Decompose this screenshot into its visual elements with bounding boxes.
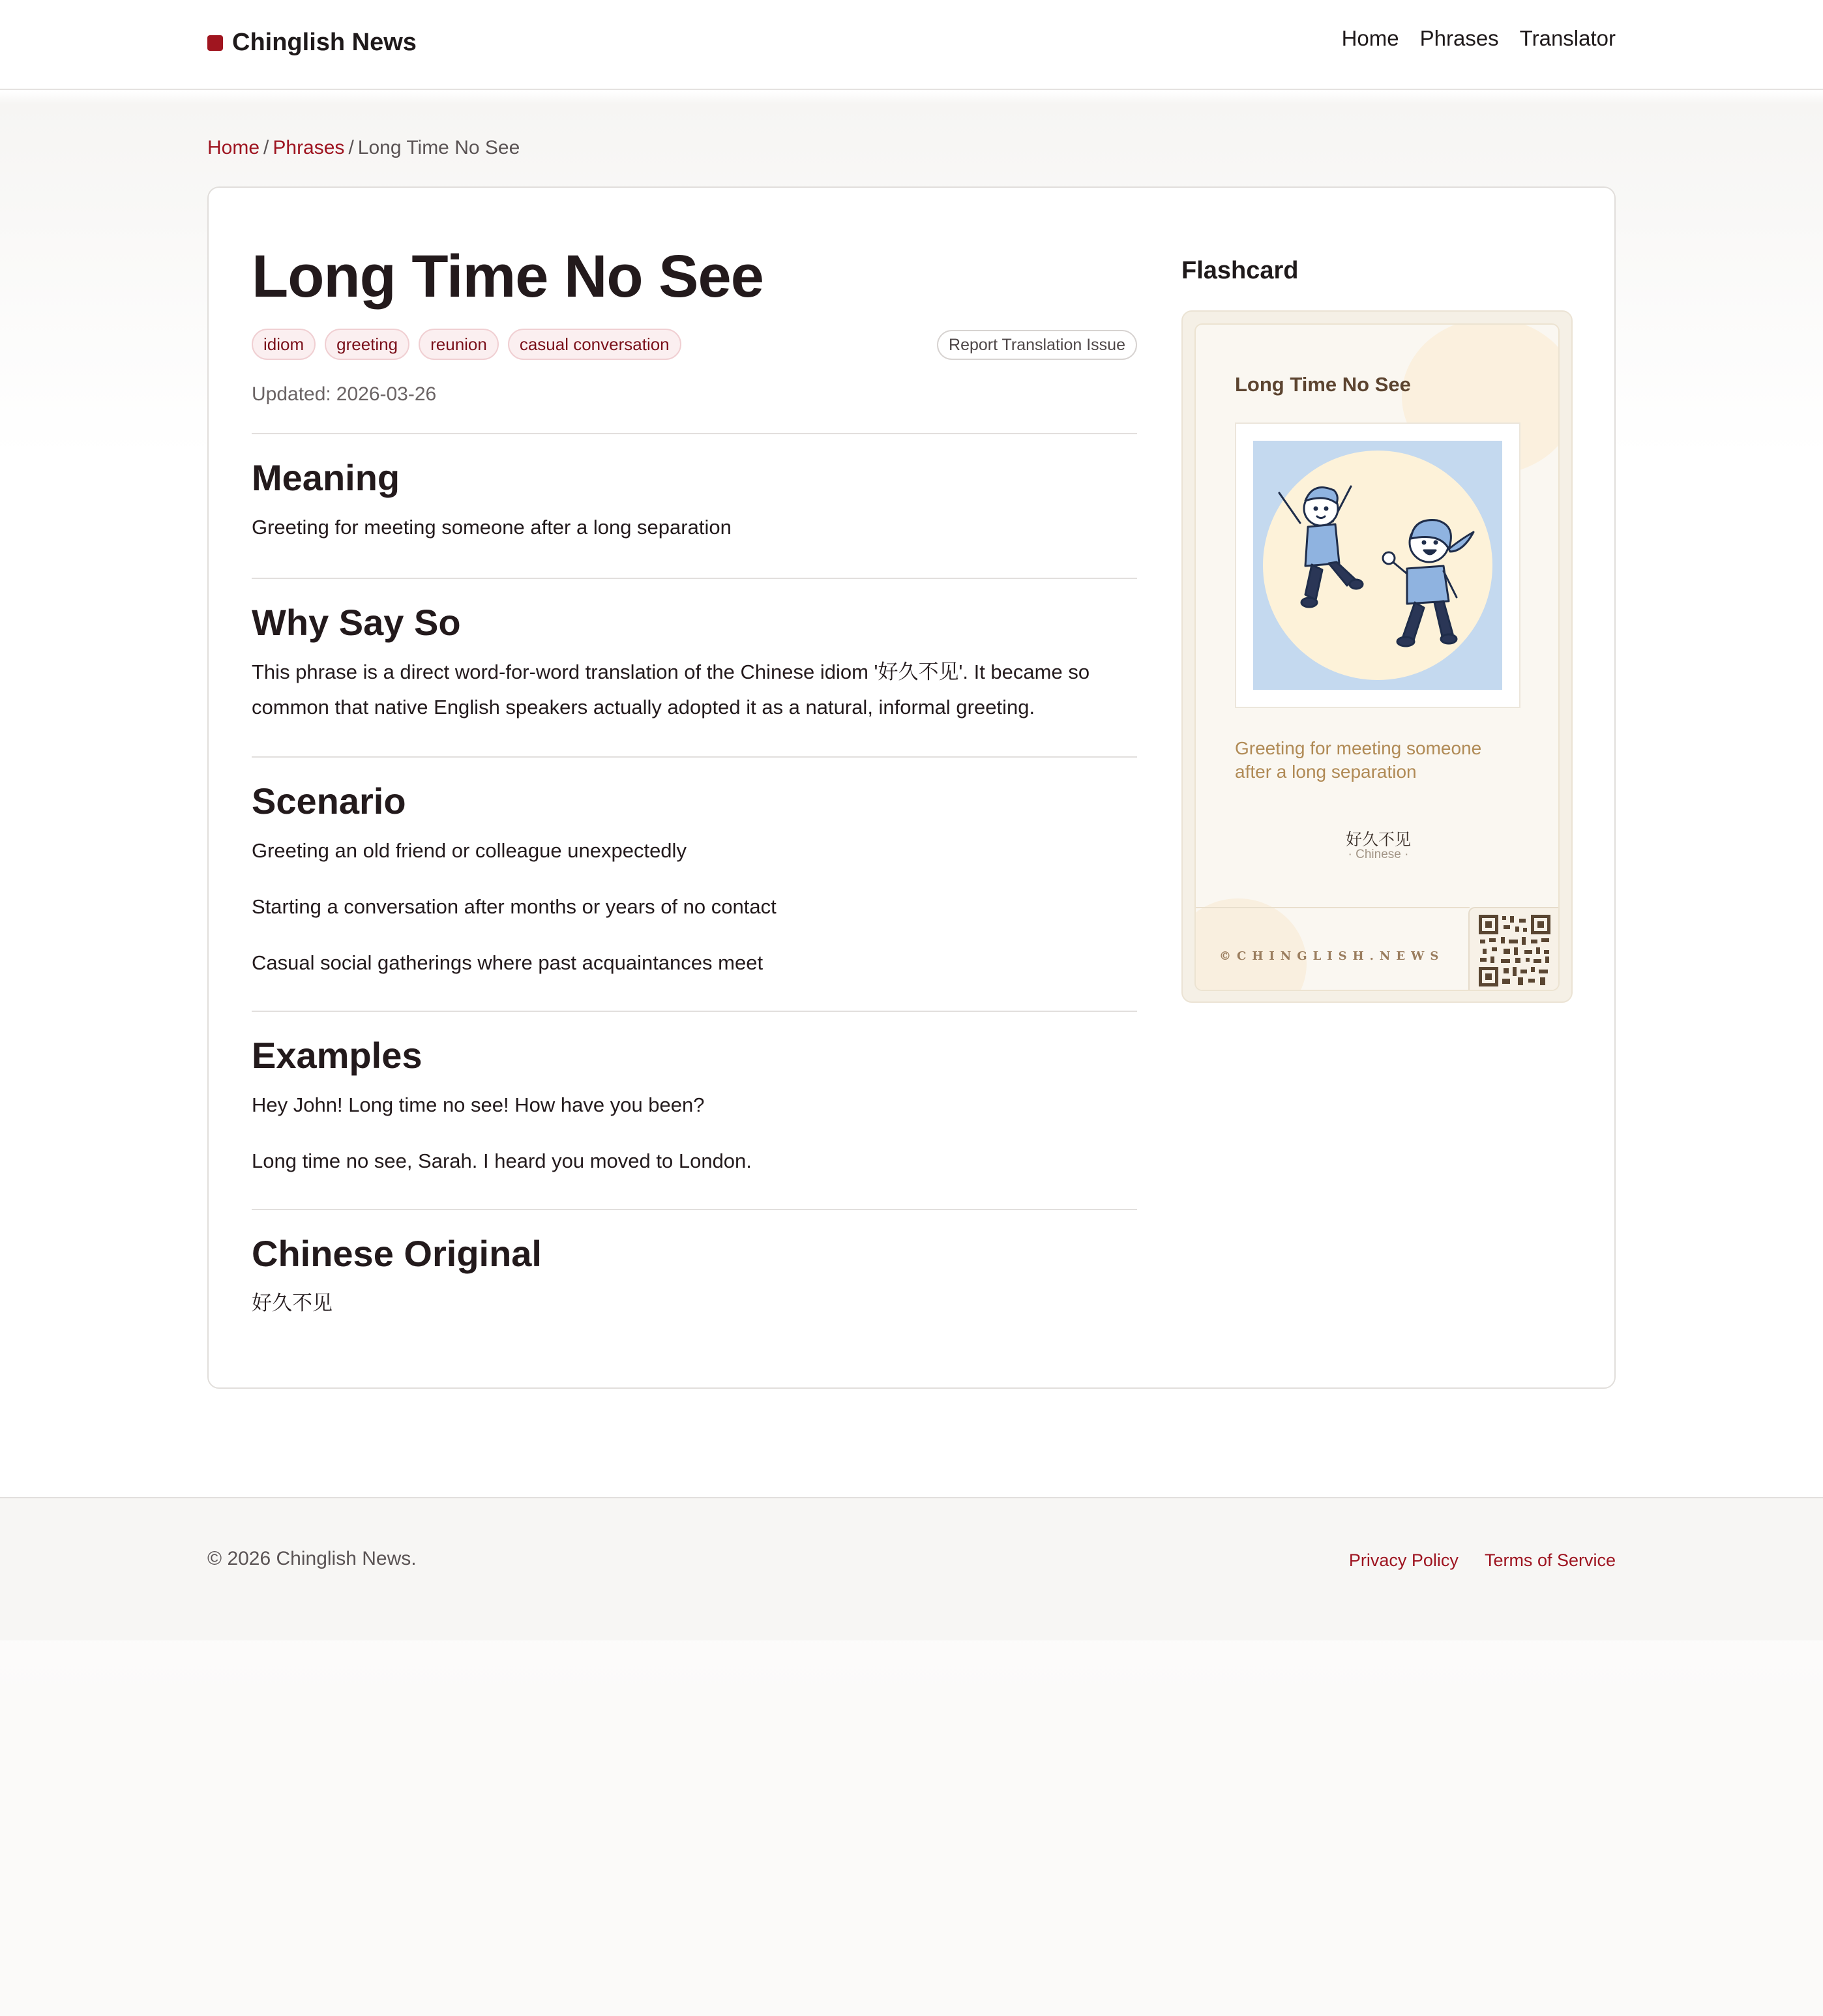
site-footer [0,1497,1823,1640]
brand-link[interactable] [207,29,417,57]
scenario-item: Starting a conversation after months or years of no contact [252,895,777,918]
example-item: Long time no see, Sarah. I heard you moved to London. [252,1149,752,1172]
flashcard-qr-area [1468,907,1558,991]
nav-translator[interactable]: Translator [1519,26,1616,50]
terms-of-service-link[interactable]: Terms of Service [1484,1550,1616,1570]
why-text: This phrase is a direct word-for-word translation of the Chinese idiom '好久不见'. It became so common that native English speakers actually adopted it as a natural, informal greeting. [252,660,1090,719]
breadcrumb-separator: / [348,137,354,158]
flashcard[interactable] [1181,310,1573,1003]
copyright-text: © 2026 Chinglish News. [207,1548,417,1569]
nav-home[interactable]: Home [1341,26,1399,50]
updated-value: 2026-03-26 [336,383,437,405]
tag-idiom[interactable]: idiom [252,329,316,360]
tag-greeting[interactable]: greeting [325,329,409,360]
tag-casual-conversation[interactable]: casual conversation [508,329,681,360]
flashcard-inner [1194,323,1560,991]
privacy-policy-link[interactable]: Privacy Policy [1348,1550,1459,1570]
section-examples [252,1011,1137,1209]
brand-logo-icon [207,35,223,51]
section-heading-examples: Examples [252,1035,422,1076]
updated-label: Updated: [252,383,331,405]
meaning-text: Greeting for meeting someone after a long separation [252,516,732,539]
flashcard-title: Long Time No See [1235,373,1411,396]
illustration-svg [1253,441,1502,690]
flashcard-chinese: 好久不见 [1345,831,1411,849]
flashcard-heading: Flashcard [1181,257,1299,284]
top-nav [1342,26,1616,51]
tag-reunion[interactable]: reunion [419,329,499,360]
page-title: Long Time No See [252,243,763,310]
breadcrumb-current: Long Time No See [357,137,520,158]
qr-code-icon [1479,915,1550,986]
updated-date [252,383,436,406]
section-why-say-so [252,578,1137,756]
section-heading-scenario: Scenario [252,780,406,822]
site-header [0,0,1823,90]
flashcard-divider [1196,907,1470,908]
section-chinese-original [252,1209,1137,1352]
footer-links [1349,1550,1616,1571]
breadcrumb-phrases[interactable]: Phrases [273,137,345,158]
section-heading-meaning: Meaning [252,457,400,498]
section-meaning [252,433,1137,578]
section-heading-chinese-original: Chinese Original [252,1233,542,1274]
example-item: Hey John! Long time no see! How have you been? [252,1093,705,1116]
brand-name: Chinglish News [232,29,417,56]
section-scenario [252,756,1137,1011]
breadcrumb [207,137,520,159]
flashcard-brand-mark: ©CHINGLISH.NEWS [1219,949,1445,963]
flashcard-language-label: · Chinese · [1348,848,1409,861]
two-cartoon-kids-jumping-illustration [1253,441,1502,690]
flashcard-decoration [1194,898,1307,991]
scenario-item: Greeting an old friend or colleague unexpectedly [252,839,687,862]
breadcrumb-separator: / [263,137,269,158]
section-heading-why-say-so: Why Say So [252,602,461,643]
tag-list [252,329,681,360]
report-translation-issue-button[interactable]: Report Translation Issue [937,330,1137,360]
scenario-item: Casual social gatherings where past acquaintances meet [252,951,763,974]
chinese-original-text: 好久不见 [252,1292,333,1314]
phrase-card [207,186,1616,1389]
flashcard-image-frame [1235,422,1520,708]
nav-phrases[interactable]: Phrases [1419,26,1499,50]
flashcard-meaning: Greeting for meeting someone after a long separation [1235,738,1482,782]
breadcrumb-home[interactable]: Home [207,137,260,158]
